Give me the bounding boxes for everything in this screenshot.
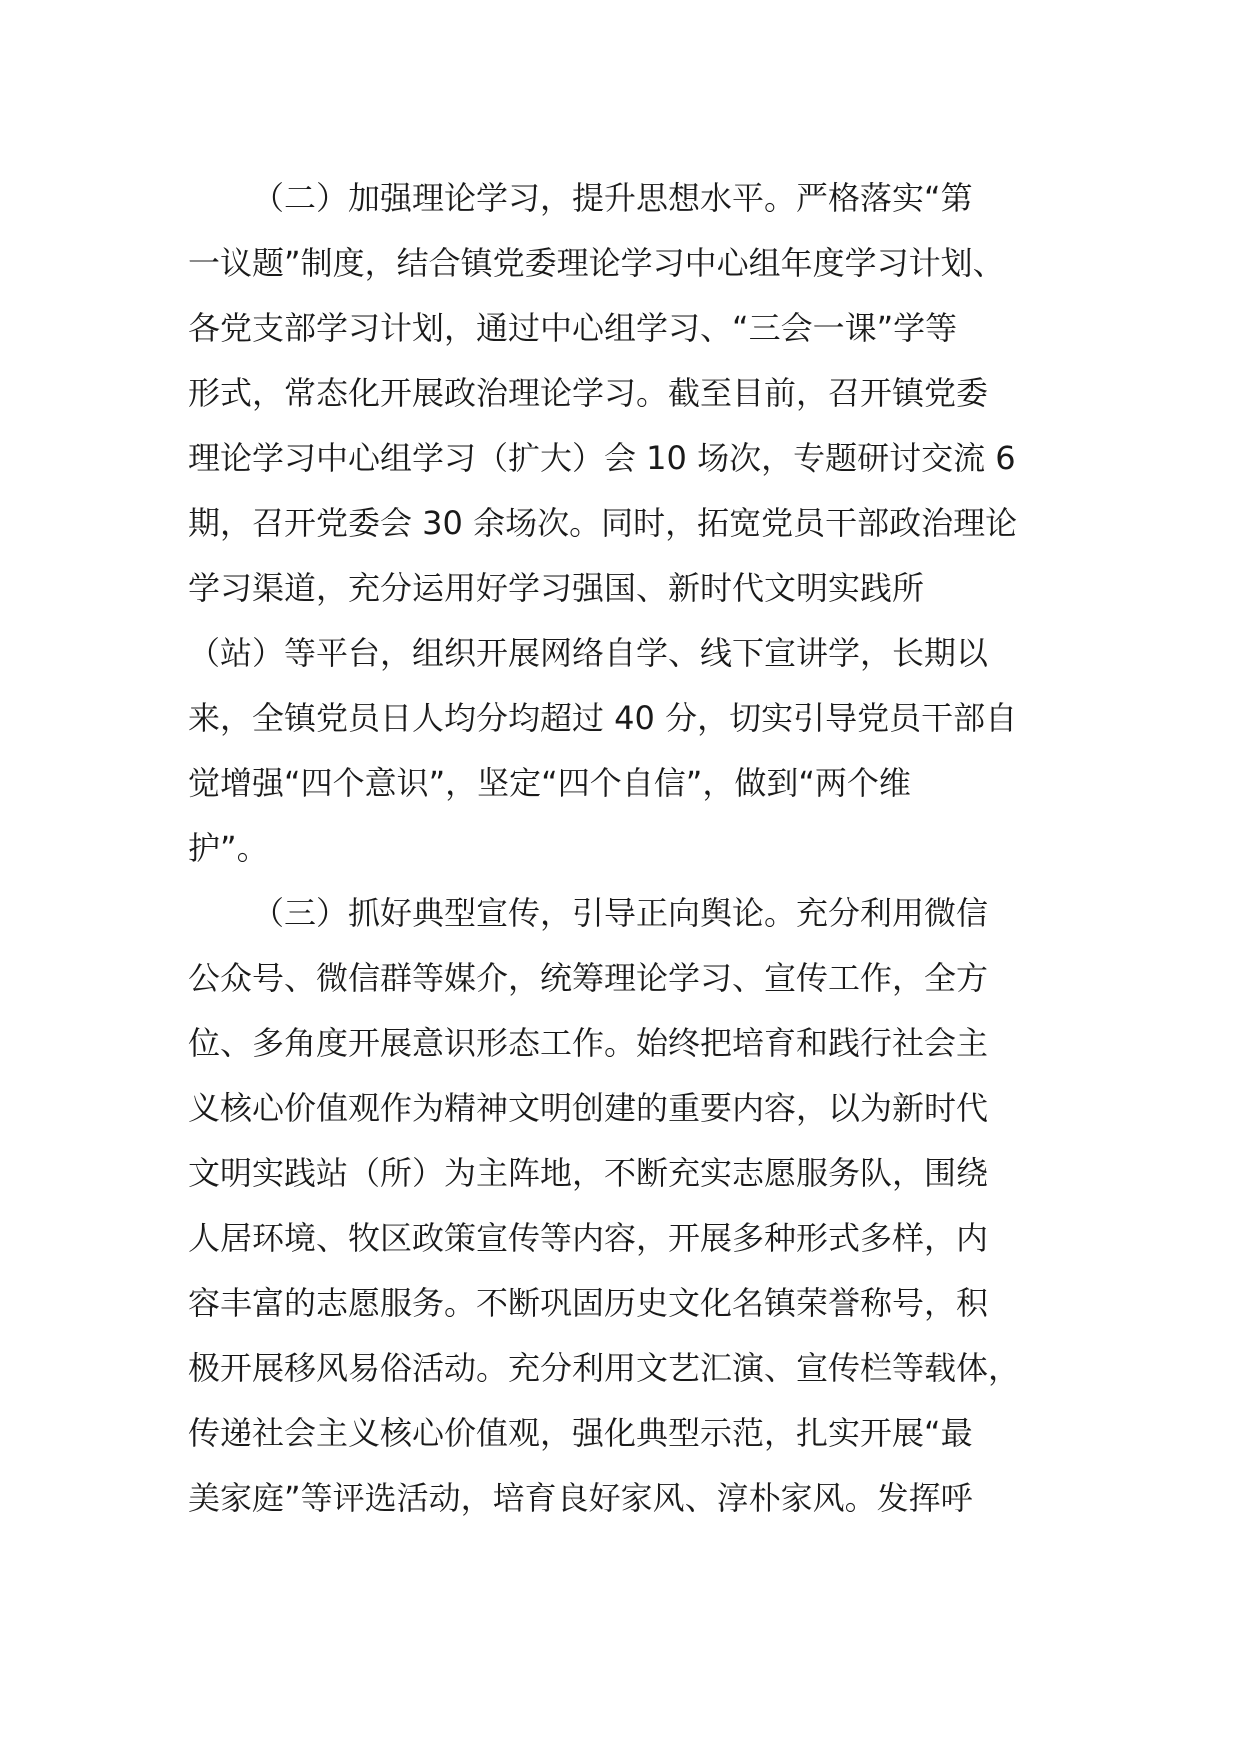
text-line: 容丰富的志愿服务。不断巩固历史文化名镇荣誉称号，积 [188,1284,989,1322]
text-line: 理论学习中心组学习（扩大）会 10 场次，专题研讨交流 6 [188,439,1016,477]
text-line: 一议题”制度，结合镇党委理论学习中心组年度学习计划、 [188,244,1005,282]
text-line: 各党支部学习计划，通过中心组学习、“三会一课”学等 [188,309,958,347]
text-line: 传递社会主义核心价值观，强化典型示范，扎实开展“最 [188,1414,973,1452]
text-line: 人居环境、牧区政策宣传等内容，开展多种形式多样，内 [188,1219,989,1257]
text-line: （站）等平台，组织开展网络自学、线下宣讲学，长期以 [188,634,989,672]
text-line: 位、多角度开展意识形态工作。始终把培育和践行社会主 [188,1024,989,1062]
text-line: 文明实践站（所）为主阵地，不断充实志愿服务队，围绕 [188,1154,989,1192]
text-line: 义核心价值观作为精神文明创建的重要内容，以为新时代 [188,1089,989,1127]
text-line: 学习渠道，充分运用好学习强国、新时代文明实践所 [188,569,925,607]
text-line: 来，全镇党员日人均分均超过 40 分，切实引导党员干部自 [188,699,1018,737]
text-line: 形式，常态化开展政治理论学习。截至目前，召开镇党委 [188,374,989,412]
paragraph-first-line: （二）加强理论学习，提升思想水平。严格落实“第 [252,179,973,217]
paragraph-first-line: （三）抓好典型宣传，引导正向舆论。充分利用微信 [252,894,989,932]
text-line: 觉增强“四个意识”，坚定“四个自信”，做到“两个维 [188,764,911,802]
text-line: 美家庭”等评选活动，培育良好家风、淳朴家风。发挥呼 [188,1479,973,1517]
text-line: 期，召开党委会 30 余场次。同时，拓宽党员干部政治理论 [188,504,1018,542]
text-line: 公众号、微信群等媒介，统筹理论学习、宣传工作，全方 [188,959,989,997]
text-line: 极开展移风易俗活动。充分利用文艺汇演、宣传栏等载体， [188,1349,1021,1387]
text-line: 护”。 [188,829,269,867]
body-text [188,166,1068,1531]
